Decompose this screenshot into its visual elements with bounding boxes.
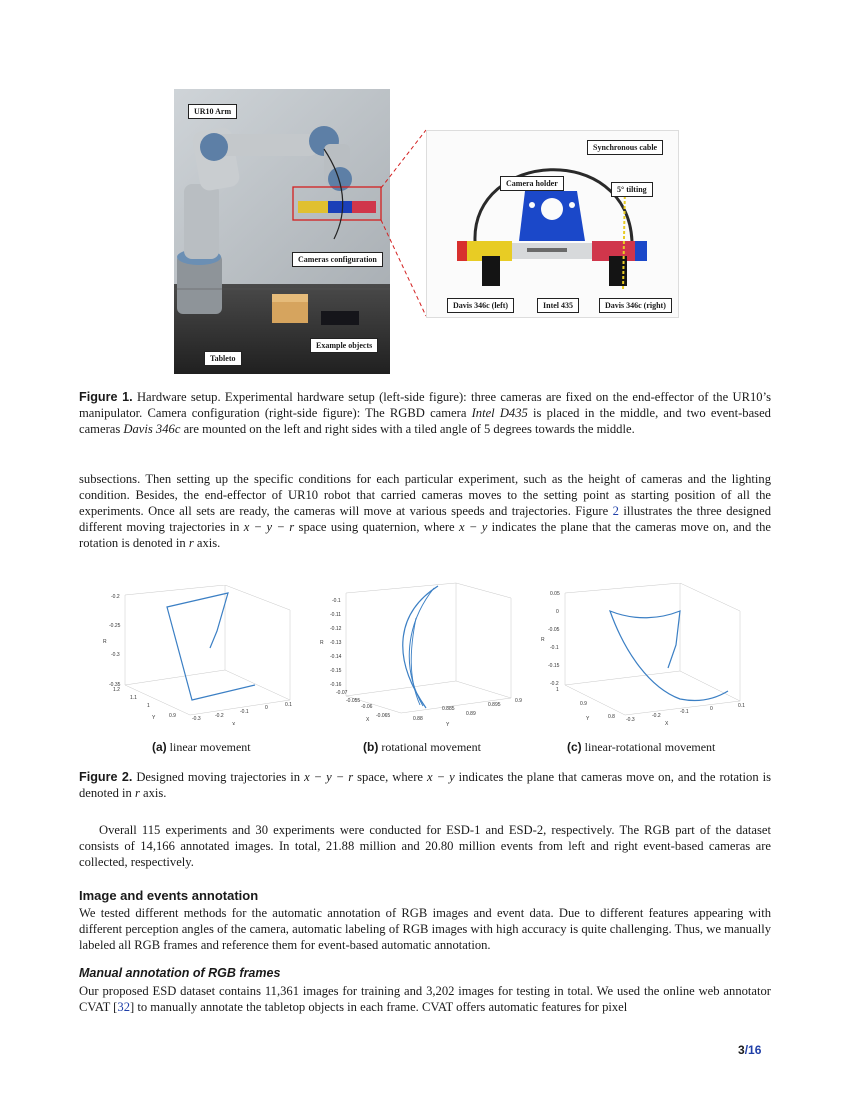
paragraph-1-math-r: r [188, 536, 194, 550]
plot-b-y-tick-2: 0.885 [442, 706, 455, 712]
plot-b-y-tick-4: 0.895 [488, 702, 501, 708]
plot-c-y-tick-2: 0.9 [580, 701, 587, 707]
figure-2-caption-text: Designed moving trajectories in [132, 770, 305, 784]
trajectory-plot-linear [95, 585, 305, 725]
subcaption-a [152, 740, 251, 755]
plot-b-z-tick-3: -0.12 [330, 626, 342, 632]
paragraph-manual-annotation [79, 983, 771, 1015]
plot-a-y-tick-3: 1 [147, 703, 150, 709]
figure-2-caption-math-xy: x − y [427, 770, 455, 784]
plot-b-z-tick-4: -0.13 [330, 640, 342, 646]
plot-b-box [346, 583, 511, 713]
plot-b-y-tick-1: 0.88 [413, 716, 423, 722]
plot-b-trajectory-1 [403, 586, 438, 708]
figure-1 [174, 89, 677, 374]
page-number-separator: / [744, 1043, 749, 1057]
paragraph-1-text-5: axis. [193, 536, 221, 550]
plot-a-x-label: X [232, 722, 236, 725]
plot-c-x-tick-2: -0.2 [652, 713, 661, 719]
page-number-current: 3 [738, 1043, 745, 1057]
plot-c-z-tick-4: -0.1 [550, 645, 559, 651]
figure-2-caption-text-4: axis. [139, 786, 167, 800]
figure-1-caption-text-2: is placed in the middle, and two event-based cameras [79, 406, 771, 436]
plot-a-z-tick-4: -0.35 [109, 682, 121, 688]
plot-b-z-tick-1: -0.1 [332, 598, 341, 604]
plot-b-x-tick-4: -0.065 [376, 713, 391, 719]
subcaption-c-label: (c) [567, 740, 582, 754]
plot-b-y-label: Y [446, 722, 450, 728]
plot-c-z-label: R [541, 637, 545, 643]
subcaption-b [363, 740, 481, 755]
paragraph-annotation-methods: We tested different methods for the automatic annotation of RGB images and event data. Due to different features appearing with different perception angles of the camera, automatic labeling of RGB images with high accuracy is quite challenging. Thus, we manually labeled all RGB frames and reference them for event-based automatic annotation. [79, 906, 771, 952]
paragraph-1-text-1: subsections. Then setting up the specific conditions for each particular experiment, such as the height of cameras and the lighting condition. Besides, the end-effector of UR10 robot that carried cameras moves to the setting point as starting position of all the experiments. Once all sets are ready, the cameras will move at various speeds and trajectories. Figure [79, 472, 771, 518]
subcaption-a-label: (a) [152, 740, 167, 754]
trajectory-plot-linear-rotational [540, 583, 755, 728]
subcaption-b-label: (b) [363, 740, 379, 754]
figure-1-caption-davis: Davis 346c [123, 422, 181, 436]
page-number-total-link[interactable]: 16 [748, 1043, 762, 1057]
figure-2-caption-text-2: space, where [353, 770, 428, 784]
plot-c-y-label: Y [586, 716, 590, 722]
subcaption-a-text: linear movement [166, 740, 251, 754]
label-synchronous-cable: Synchronous cable [587, 140, 663, 155]
page-number [738, 1043, 761, 1057]
plot-a-x-tick-5: 0.1 [285, 702, 292, 708]
plot-c-z-tick-3: -0.05 [548, 627, 560, 633]
plot-b-y-tick-5: 0.9 [515, 698, 522, 704]
trajectory-plot-rotational [316, 578, 531, 728]
label-example-objects: Example objects [310, 338, 378, 353]
figure-1-caption-text-3: are mounted on the left and right sides with a tiled angle of 5 degrees towards the middle. [180, 422, 635, 436]
subcaption-c [567, 740, 715, 755]
figure-1-caption-intel: Intel D435 [471, 406, 528, 420]
plot-c-y-tick-1: 1 [556, 687, 559, 693]
figure-2-reference-link[interactable]: 2 [612, 504, 619, 518]
plot-c-z-tick-1: 0.05 [550, 591, 560, 597]
paragraph-4-text-2: ] to manually annotate the tabletop objects in each frame. CVAT offers automatic features for pixel [129, 1000, 628, 1014]
plot-a-y-tick-2: 1.1 [130, 695, 137, 701]
plot-a-z-label: R [103, 639, 107, 645]
plot-a-z-tick-1: -0.2 [111, 594, 120, 600]
plot-b-z-tick-5: -0.14 [330, 654, 342, 660]
paragraph-trajectories [79, 471, 771, 551]
plot-c-box [565, 583, 740, 715]
figure-1-caption-label: Figure 1. [79, 390, 133, 404]
plot-a-trajectory [167, 593, 255, 700]
subcaption-b-text: rotational movement [378, 740, 481, 754]
label-tableto: Tableto [204, 351, 242, 366]
plot-a-x-tick-1: -0.3 [192, 716, 201, 722]
plot-a-box [125, 585, 290, 715]
label-intel-435: Intel 435 [537, 298, 579, 313]
figure-2-caption [79, 769, 771, 801]
plot-c-x-tick-4: 0 [710, 706, 713, 712]
plot-b-x-tick-3: -0.06 [361, 704, 373, 710]
plot-b-z-tick-2: -0.11 [330, 612, 342, 618]
plot-b-x-label: X [366, 717, 370, 723]
label-davis-left: Davis 346c (left) [447, 298, 514, 313]
plot-b-z-label: R [320, 640, 324, 646]
plot-c-x-tick-5: 0.1 [738, 703, 745, 709]
plot-a-x-tick-4: 0 [265, 705, 268, 711]
figure-2-caption-label: Figure 2. [79, 770, 133, 784]
figure-1-caption [79, 389, 771, 437]
plot-b-x-tick-2: -0.055 [346, 698, 361, 704]
figure-1-caption-text: Hardware setup. Experimental hardware setup (left-side figure): three cameras are fixed on the end-effector of the UR10’s manipulator. Camera configuration (right-side figure): The RGBD camera [79, 390, 771, 420]
figure-2-caption-math-xyr: x − y − r [304, 770, 354, 784]
subsection-heading-manual-annotation: Manual annotation of RGB frames [79, 966, 281, 980]
plot-a-z-tick-2: -0.25 [109, 623, 121, 629]
plot-b-y-tick-3: 0.89 [466, 711, 476, 717]
paragraph-experiments: Overall 115 experiments and 30 experiments were conducted for ESD-1 and ESD-2, respectively. The RGB part of the dataset consists of 14,166 annotated images. In total, 21.88 million and 20.80 million events from left and right event-based cameras are collected, respectively. [79, 823, 771, 869]
plot-a-y-label: Y [152, 715, 156, 721]
label-tilting: 5° tilting [611, 182, 653, 197]
label-davis-right: Davis 346c (right) [599, 298, 672, 313]
plot-a-y-tick-1: 1.2 [113, 687, 120, 693]
paragraph-1-math-xy: x − y [458, 520, 488, 534]
subcaption-c-text: linear-rotational movement [581, 740, 716, 754]
plot-a-y-tick-4: 0.9 [169, 713, 176, 719]
plot-c-z-tick-5: -0.15 [548, 663, 560, 669]
plot-b-x-tick-1: -0.07 [336, 690, 348, 696]
plot-a-x-tick-2: -0.2 [215, 713, 224, 719]
camera-configuration-photo [426, 130, 679, 318]
figure-2-caption-text-3: indicates the plane that cameras move on, and the rotation is denoted in [79, 770, 772, 800]
paragraph-1-math-xyr: x − y − r [243, 520, 295, 534]
plot-c-z-tick-2: 0 [556, 609, 559, 615]
figure-2-caption-math-r: r [134, 786, 140, 800]
paragraph-1-text-2: illustrates the three designed different moving trajectories in [79, 504, 771, 534]
plot-c-x-label: X [665, 721, 669, 727]
plot-b-z-tick-7: -0.16 [330, 682, 342, 688]
plot-a-z-tick-3: -0.3 [111, 652, 120, 658]
plot-c-trajectory [610, 611, 728, 701]
section-heading-annotation: Image and events annotation [79, 888, 259, 903]
plot-b-z-tick-6: -0.15 [330, 668, 342, 674]
paragraph-4-text-1: Our proposed ESD dataset contains 11,361 images for training and 3,202 images for testing in total. We used the online web annotator CVAT [ [79, 984, 771, 1014]
plot-a-x-tick-3: -0.1 [240, 709, 249, 715]
label-camera-holder: Camera holder [500, 176, 564, 191]
plot-c-x-tick-1: -0.3 [626, 717, 635, 723]
citation-32-link[interactable]: 32 [117, 1000, 130, 1014]
paragraph-1-text-4: indicates the plane that the cameras move on, and the rotation is denoted in [79, 520, 772, 550]
paragraph-1-text-3: space using quaternion, where [294, 520, 459, 534]
plot-b-trajectory-2 [409, 588, 434, 706]
label-ur10-arm: UR10 Arm [188, 104, 237, 119]
plot-c-z-tick-6: -0.2 [550, 681, 559, 687]
plot-c-y-tick-3: 0.8 [608, 714, 615, 720]
label-cameras-configuration: Cameras configuration [292, 252, 383, 267]
plot-c-x-tick-3: -0.1 [680, 709, 689, 715]
